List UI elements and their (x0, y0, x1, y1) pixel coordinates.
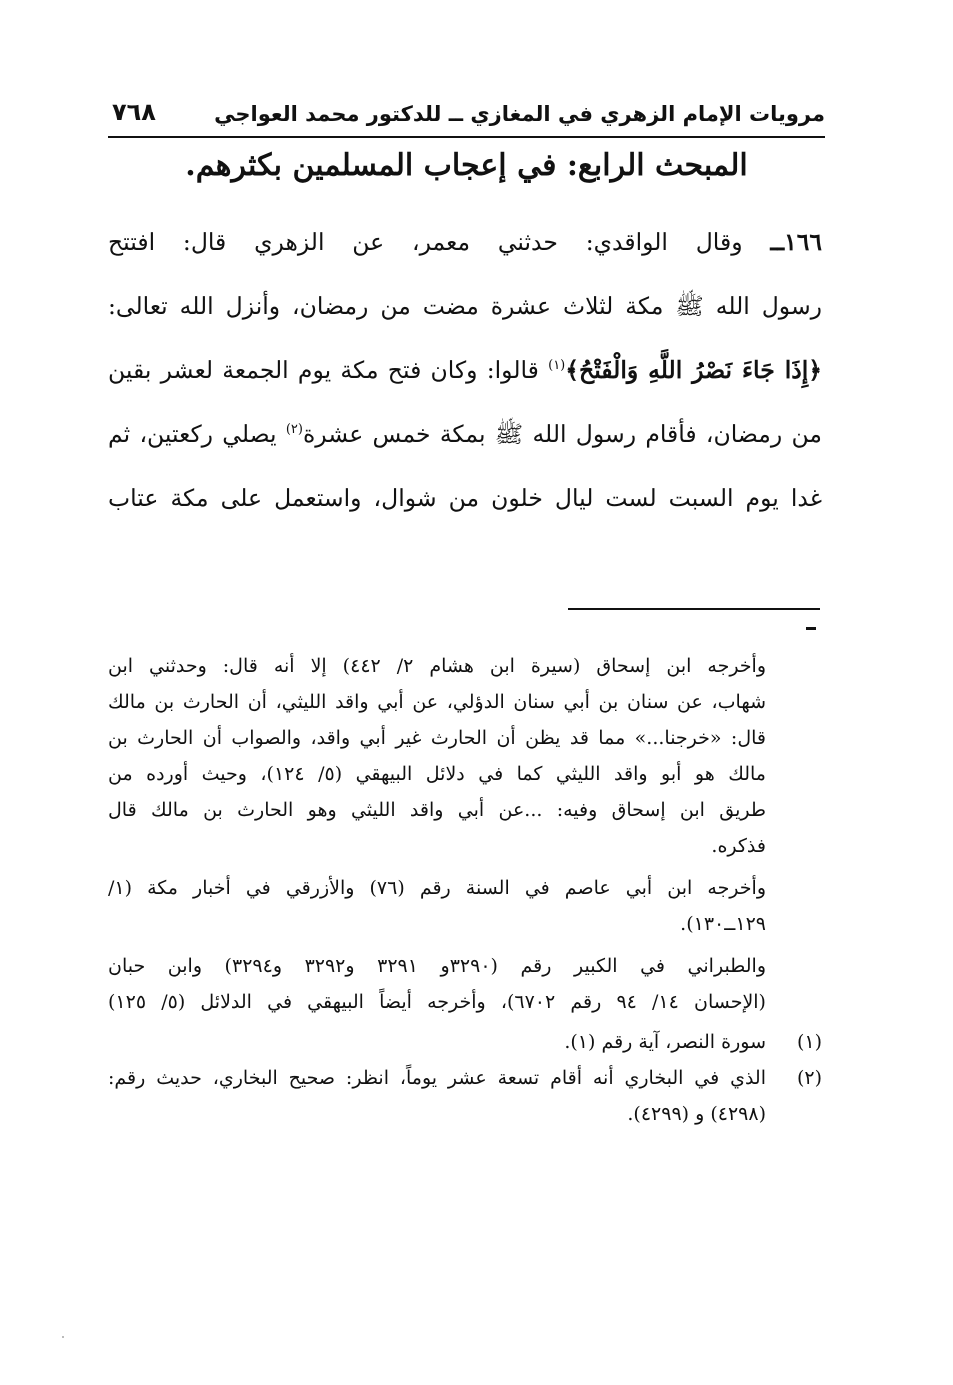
note-line: (الإحسان ١٤/ ٩٤ رقم ٦٧٠٢)، وأخرجه أيضاً البيهقي في الدلائل (٥/ ١٢٥) (108, 991, 766, 1013)
footnotes-area (108, 648, 822, 1132)
page-number: ٧٦٨ (112, 98, 156, 126)
narration-number: ١٦٦ــ (770, 228, 822, 256)
main-text-line: غدا يوم السبت لست ليال خلون من شوال، واستعمل على مكة عتاب (108, 484, 822, 512)
footnote-marker: (١) (796, 1031, 822, 1053)
notes-paragraph (108, 870, 822, 942)
continuation-mark (806, 627, 816, 630)
footnote-ref-1: (١) (548, 358, 566, 374)
note-line: فذكره. (711, 835, 766, 857)
note-line: والطبراني في الكبير رقم (٣٢٩٠و ٣٢٩١ و٣٢٩٢ و٣٢٩٤) وابن حبان (108, 955, 767, 977)
quran-verse: ﴿إِذَا جَاءَ نَصْرُ اللَّهِ وَالْفَتْحُ﴾ (565, 356, 822, 384)
main-text-line: رسول الله ﷺ مكة لثلاث عشرة مضت من رمضان، وأنزل الله تعالى: (108, 292, 822, 320)
note-line: مالك هو أبو واقد الليثي كما في دلائل البيهقي (٥/ ١٢٤)، وحيث أورده من (108, 763, 766, 785)
footnote-line: (٤٢٩٨) و (٤٢٩٩). (627, 1103, 766, 1125)
running-title: مرويات الإمام الزهري في المغازي ــ للدكتور محمد العواجي (214, 102, 825, 126)
line-text: قالوا: وكان فتح مكة يوم الجمعة لعشر بقين (108, 356, 549, 384)
note-line: ١٢٩ــ١٣٠). (680, 913, 766, 935)
section-title: المبحث الرابع: في إعجاب المسلمين بكثرهم. (185, 148, 748, 183)
footnote-ref-2: (٢) (285, 422, 303, 438)
footnote-1 (108, 1024, 822, 1060)
footnote-marker: (٢) (796, 1067, 822, 1089)
line-text: من رمضان، فأقام رسول الله ﷺ بمكة خمس عشرة (302, 420, 822, 448)
main-text-line (108, 210, 822, 274)
page-header (108, 96, 825, 138)
notes-paragraph (108, 648, 822, 864)
footnote-separator (568, 608, 820, 610)
main-text-line (108, 338, 822, 402)
note-line: قال: «خرجنا...» مما قد يظن أن الحارث غير أبي واقد، والصواب أن الحارث بن (108, 727, 766, 749)
scan-speck (62, 1336, 64, 1338)
footnote-2 (108, 1060, 822, 1132)
line-text: يصلي ركعتين، ثم (108, 420, 286, 448)
note-line: طريق ابن إسحاق وفيه: ...عن أبي واقد الليثي وهو الحارث بن مالك قال (108, 799, 766, 821)
line-text: وقال الواقدي: حدثني معمر، عن الزهري قال: افتتح (108, 228, 771, 256)
note-line: وأخرجه ابن أبي عاصم في السنة رقم (٧٦) والأزرقي في أخبار مكة (١/ (108, 877, 766, 899)
notes-paragraph (108, 948, 822, 1020)
main-text (108, 210, 822, 530)
main-text-line (108, 402, 822, 466)
footnote-line: الذي في البخاري أنه أقام تسعة عشر يوماً، انظر: صحيح البخاري، حديث رقم: (108, 1067, 766, 1089)
footnote-line: سورة النصر، آية رقم (١). (564, 1031, 766, 1053)
note-line: وأخرجه ابن إسحاق (سيرة ابن هشام ٢/ ٤٤٢) إلا أنه قال: وحدثني ابن (108, 655, 767, 677)
note-line: شهاب، عن سنان بن أبي سنان الدؤلي، عن أبي واقد الليثي، أن الحارث بن مالك (108, 691, 766, 713)
